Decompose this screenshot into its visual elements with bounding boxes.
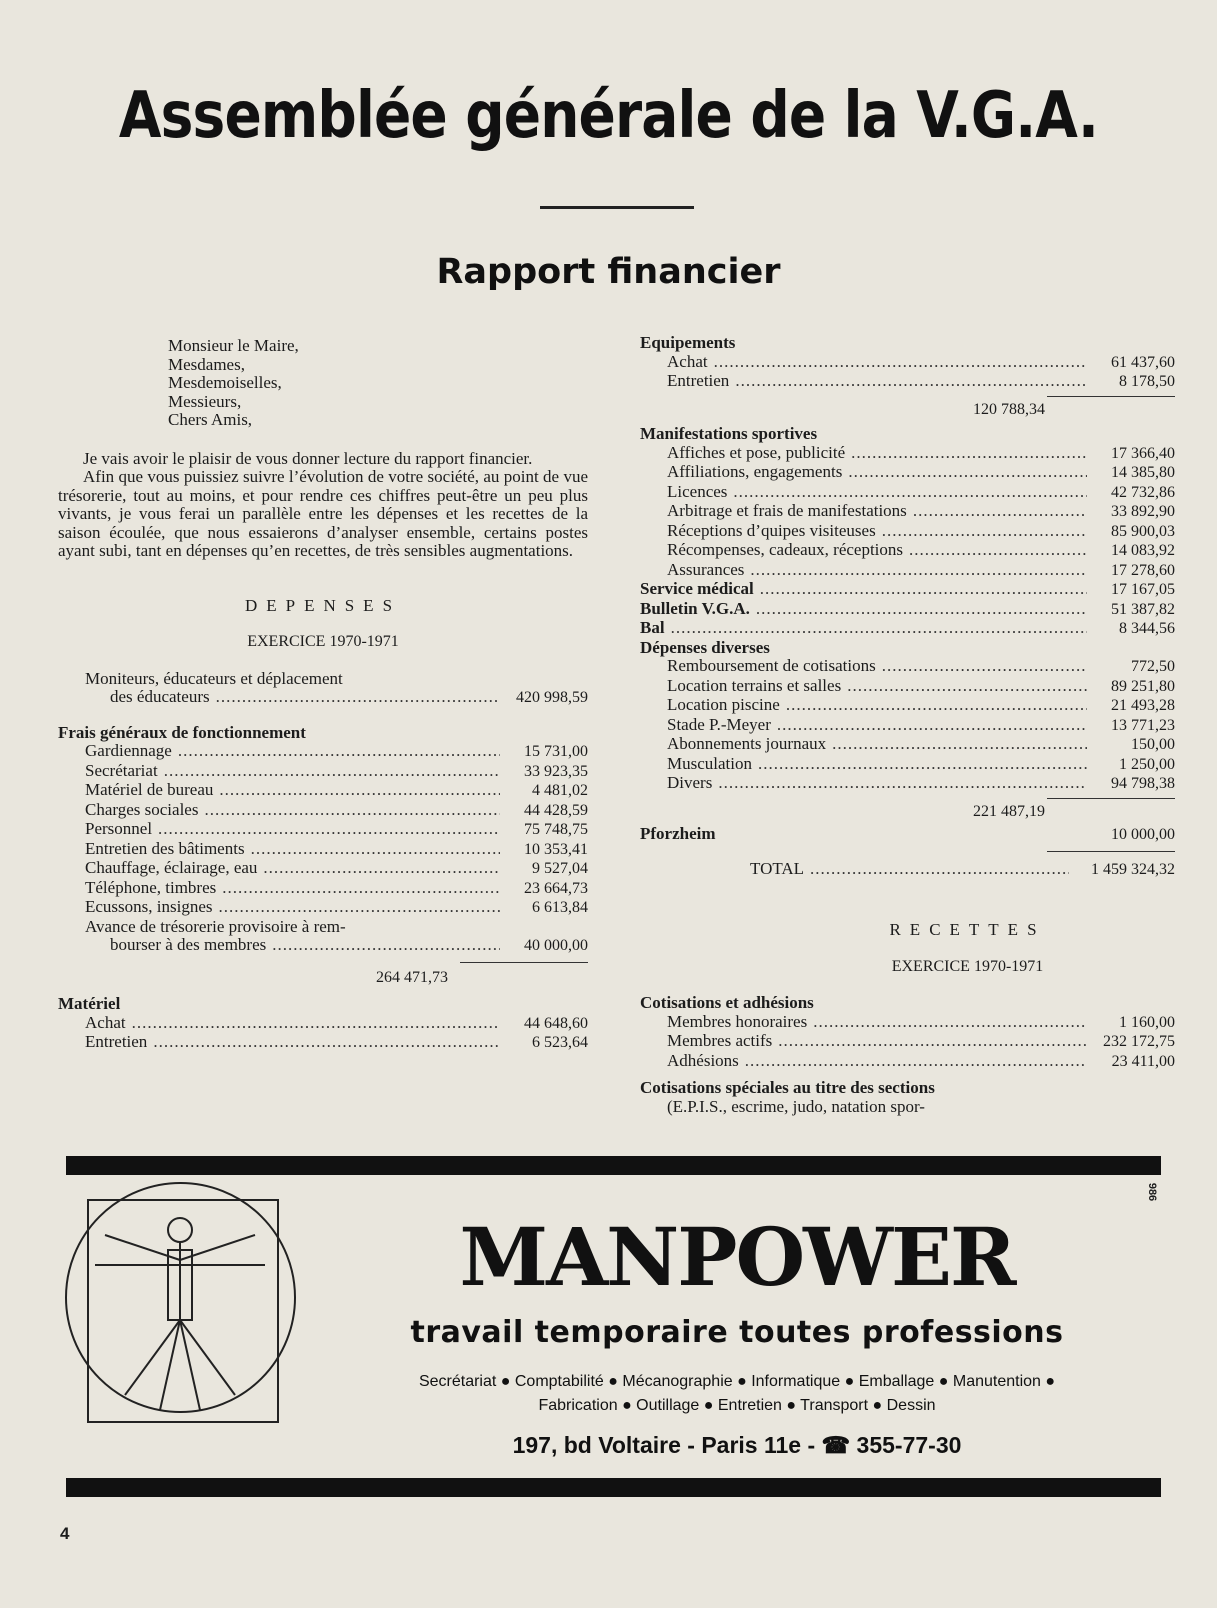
item-amount: 33 923,35 [524, 762, 588, 780]
list-item [640, 1032, 1175, 1052]
list-item [640, 600, 1175, 620]
item-label: Réceptions d’quipes visiteuses [667, 520, 876, 540]
list-item [640, 755, 1175, 775]
list-item [640, 372, 1175, 392]
total-label: TOTAL [750, 858, 805, 878]
item-label: Charges sociales [85, 799, 199, 819]
salutation-line: Monsieur le Maire, [168, 336, 299, 355]
frais-title: Frais généraux de fonctionnement [58, 722, 306, 742]
depenses-exercise: EXERCICE 1970-1971 [247, 633, 399, 650]
equipements-subtotal: 120 788,34 [973, 400, 1045, 418]
section-subtitle: Rapport financier [436, 252, 781, 292]
list-item [58, 1014, 588, 1034]
list-item [58, 1033, 588, 1053]
item-label: Entretien [667, 371, 730, 390]
ad-bottom-bar [66, 1478, 1161, 1497]
item-amount: 21 493,28 [1111, 697, 1175, 714]
item-amount: 1 250,00 [1119, 755, 1175, 773]
list-item [58, 781, 588, 801]
item-label: Arbitrage et frais de manifestations [667, 501, 907, 520]
item-amount: 8 178,50 [1119, 373, 1175, 390]
item-amount: 10 000,00 [1111, 826, 1175, 843]
moniteurs-label-2: des éducateurs [110, 687, 210, 706]
item-label: Gardiennage [85, 741, 172, 760]
diverses-title: Dépenses diverses [640, 637, 770, 657]
ad-code: 986 [1146, 1182, 1159, 1202]
item-amount: 40 000,00 [524, 937, 588, 954]
title-divider [540, 206, 694, 209]
intro-paragraph: Je vais avoir le plaisir de vous donner lecture du rapport financier. [83, 448, 533, 468]
item-label: Location piscine [667, 695, 780, 714]
item-label: Achat [85, 1012, 126, 1032]
salutation-line: Chers Amis, [168, 410, 253, 429]
item-label: Membres actifs [667, 1031, 773, 1050]
item-label: Ecussons, insignes [85, 897, 213, 916]
intro-text [58, 450, 588, 561]
item-amount: 13 771,23 [1111, 716, 1175, 734]
item-amount: 772,50 [1131, 658, 1175, 675]
item-label: Bulletin V.G.A. [640, 598, 750, 618]
subtotal-rule [1047, 798, 1175, 799]
item-label: Service médical [640, 579, 754, 598]
item-amount: 75 748,75 [524, 821, 588, 838]
subtotal-rule [460, 962, 588, 963]
ad-top-bar [66, 1156, 1161, 1175]
item-label: Entretien des bâtiments [85, 838, 245, 858]
item-amount: 89 251,80 [1111, 677, 1175, 695]
item-label: Assurances [667, 559, 745, 579]
item-amount: 94 798,38 [1111, 775, 1175, 792]
list-item [640, 541, 1175, 561]
moniteurs-amount: 420 998,59 [516, 689, 588, 706]
item-label: Musculation [667, 753, 752, 773]
item-label: Secrétariat [85, 760, 158, 780]
item-label: Achat [667, 351, 708, 371]
list-item [640, 774, 1175, 794]
list-item [58, 898, 588, 918]
list-item [640, 696, 1175, 716]
ad-brand: MANPOWER [459, 1210, 1015, 1304]
item-amount: 51 387,82 [1111, 600, 1175, 618]
item-amount: 33 892,90 [1111, 503, 1175, 520]
page-number: 4 [60, 1524, 70, 1543]
item-label: Pforzheim [640, 824, 716, 843]
item-label: Récompenses, cadeaux, réceptions [667, 540, 904, 559]
list-item [58, 936, 588, 956]
item-label: Stade P.-Meyer [667, 714, 771, 734]
item-label: Affiches et pose, publicité [667, 442, 846, 462]
item-label: Entretien [85, 1032, 148, 1051]
list-item [58, 762, 588, 782]
list-item [640, 657, 1175, 677]
vitruvian-man-icon [65, 1180, 295, 1420]
item-amount: 1 160,00 [1119, 1013, 1175, 1031]
item-amount: 6 523,64 [532, 1034, 588, 1051]
item-label: Personnel [85, 819, 153, 838]
list-item [640, 353, 1175, 373]
avance-label: Avance de trésorerie provisoire à rem- [85, 916, 346, 936]
list-item [640, 561, 1175, 581]
item-label: bourser à des membres [110, 935, 267, 954]
list-item [640, 677, 1175, 697]
item-label: Divers [667, 773, 713, 792]
list-item [58, 879, 588, 899]
item-amount: 17 167,05 [1111, 581, 1175, 598]
list-item [58, 859, 588, 879]
equipements-title: Equipements [640, 333, 736, 352]
item-label: Location terrains et salles [667, 675, 842, 695]
item-amount: 17 366,40 [1111, 444, 1175, 462]
item-label: Affiliations, engagements [667, 462, 843, 481]
item-amount: 232 172,75 [1103, 1033, 1175, 1050]
list-item [640, 483, 1175, 503]
recettes-exercise: EXERCICE 1970-1971 [891, 957, 1044, 975]
ad-services-line: Secrétariat ● Comptabilité ● Mécanographie ● Informatique ● Emballage ● Manutention ● [418, 1373, 1056, 1390]
item-amount: 14 385,80 [1111, 464, 1175, 481]
manif-title: Manifestations sportives [640, 424, 818, 443]
item-label: Chauffage, éclairage, eau [85, 858, 258, 877]
item-amount: 17 278,60 [1111, 561, 1175, 579]
item-label: Abonnements journaux [667, 734, 827, 753]
item-amount: 23 411,00 [1111, 1052, 1175, 1070]
cotis-title: Cotisations et adhésions [640, 993, 814, 1012]
intro-paragraph: Afin que vous puissiez suivre l’évolution de votre société, au point de vue trésorerie, tout au moins, et pour rendre ces chiffres peut-être un peu plus vivants, je vous ferai un parallèle entre les dépenses et les recettes de la saison écoulée, que nous essaierons d’analyser ensemble, certains postes ayant subi, tant en dépenses qu’en recettes, de très sensibles augmentations. [58, 467, 588, 560]
item-amount: 42 732,86 [1111, 483, 1175, 501]
list-item [58, 742, 588, 762]
frais-list [58, 742, 588, 956]
item-amount: 23 664,73 [524, 879, 588, 897]
item-amount: 15 731,00 [524, 743, 588, 760]
item-label: Matériel de bureau [85, 780, 214, 799]
speciales-line: (E.P.I.S., escrime, judo, natation spor- [667, 1096, 925, 1116]
moniteurs-entry [58, 670, 588, 708]
item-amount: 85 900,03 [1111, 522, 1175, 540]
diverses-subtotal: 221 487,19 [973, 802, 1045, 820]
item-amount: 8 344,56 [1119, 620, 1175, 637]
item-label: Licences [667, 481, 728, 501]
list-item [640, 522, 1175, 542]
item-label: Téléphone, timbres [85, 877, 217, 897]
item-amount: 14 083,92 [1111, 542, 1175, 559]
frais-subtotal: 264 471,73 [376, 968, 448, 986]
item-amount: 10 353,41 [524, 840, 588, 858]
list-item [640, 1013, 1175, 1033]
list-item [58, 801, 588, 821]
recettes-heading: RECETTES [889, 920, 1046, 939]
subtotal-rule [1047, 396, 1175, 397]
list-item [640, 619, 1175, 639]
page-title: Assemblée générale de la V.G.A. [118, 79, 1099, 153]
item-amount: 9 527,04 [532, 860, 588, 877]
ad-tagline: travail temporaire toutes professions [410, 1315, 1064, 1350]
depenses-heading: DEPENSES [244, 595, 402, 615]
materiel-title: Matériel [58, 994, 121, 1013]
total-row [640, 860, 1175, 880]
list-item [640, 716, 1175, 736]
salutation-line: Mesdemoiselles, [168, 373, 282, 392]
item-label: Bal [640, 618, 665, 637]
item-amount: 150,00 [1131, 736, 1175, 753]
moniteurs-label: Moniteurs, éducateurs et déplacement [85, 668, 343, 688]
item-amount: 6 613,84 [532, 899, 588, 916]
salutation-line: Mesdames, [168, 354, 245, 374]
left-column [58, 337, 588, 1053]
item-amount: 44 648,60 [524, 1014, 588, 1032]
item-label: Remboursement de cotisations [667, 656, 876, 675]
list-item [640, 463, 1175, 483]
salutation-block [168, 337, 588, 430]
list-item [640, 1052, 1175, 1072]
list-item [58, 840, 588, 860]
total-rule [1047, 851, 1175, 852]
speciales-title: Cotisations spéciales au titre des sections [640, 1078, 935, 1097]
list-item [58, 820, 588, 840]
item-amount: 61 437,60 [1111, 353, 1175, 371]
list-item [640, 735, 1175, 755]
item-label: Membres honoraires [667, 1011, 808, 1031]
list-item [640, 444, 1175, 464]
item-amount: 44 428,59 [524, 801, 588, 819]
ad-services [318, 1370, 1156, 1418]
list-item [640, 825, 1175, 845]
right-column [640, 334, 1175, 1116]
total-amount: 1 459 324,32 [1091, 860, 1175, 878]
salutation-line: Messieurs, [168, 391, 242, 411]
list-item [640, 580, 1175, 600]
ad-address: 197, bd Voltaire - Paris 11e - ☎ 355-77-30 [512, 1432, 962, 1458]
item-amount: 4 481,02 [532, 782, 588, 799]
item-label: Adhésions [667, 1050, 739, 1070]
ad-services-line: Fabrication ● Outillage ● Entretien ● Transport ● Dessin [538, 1397, 936, 1414]
list-item [640, 502, 1175, 522]
